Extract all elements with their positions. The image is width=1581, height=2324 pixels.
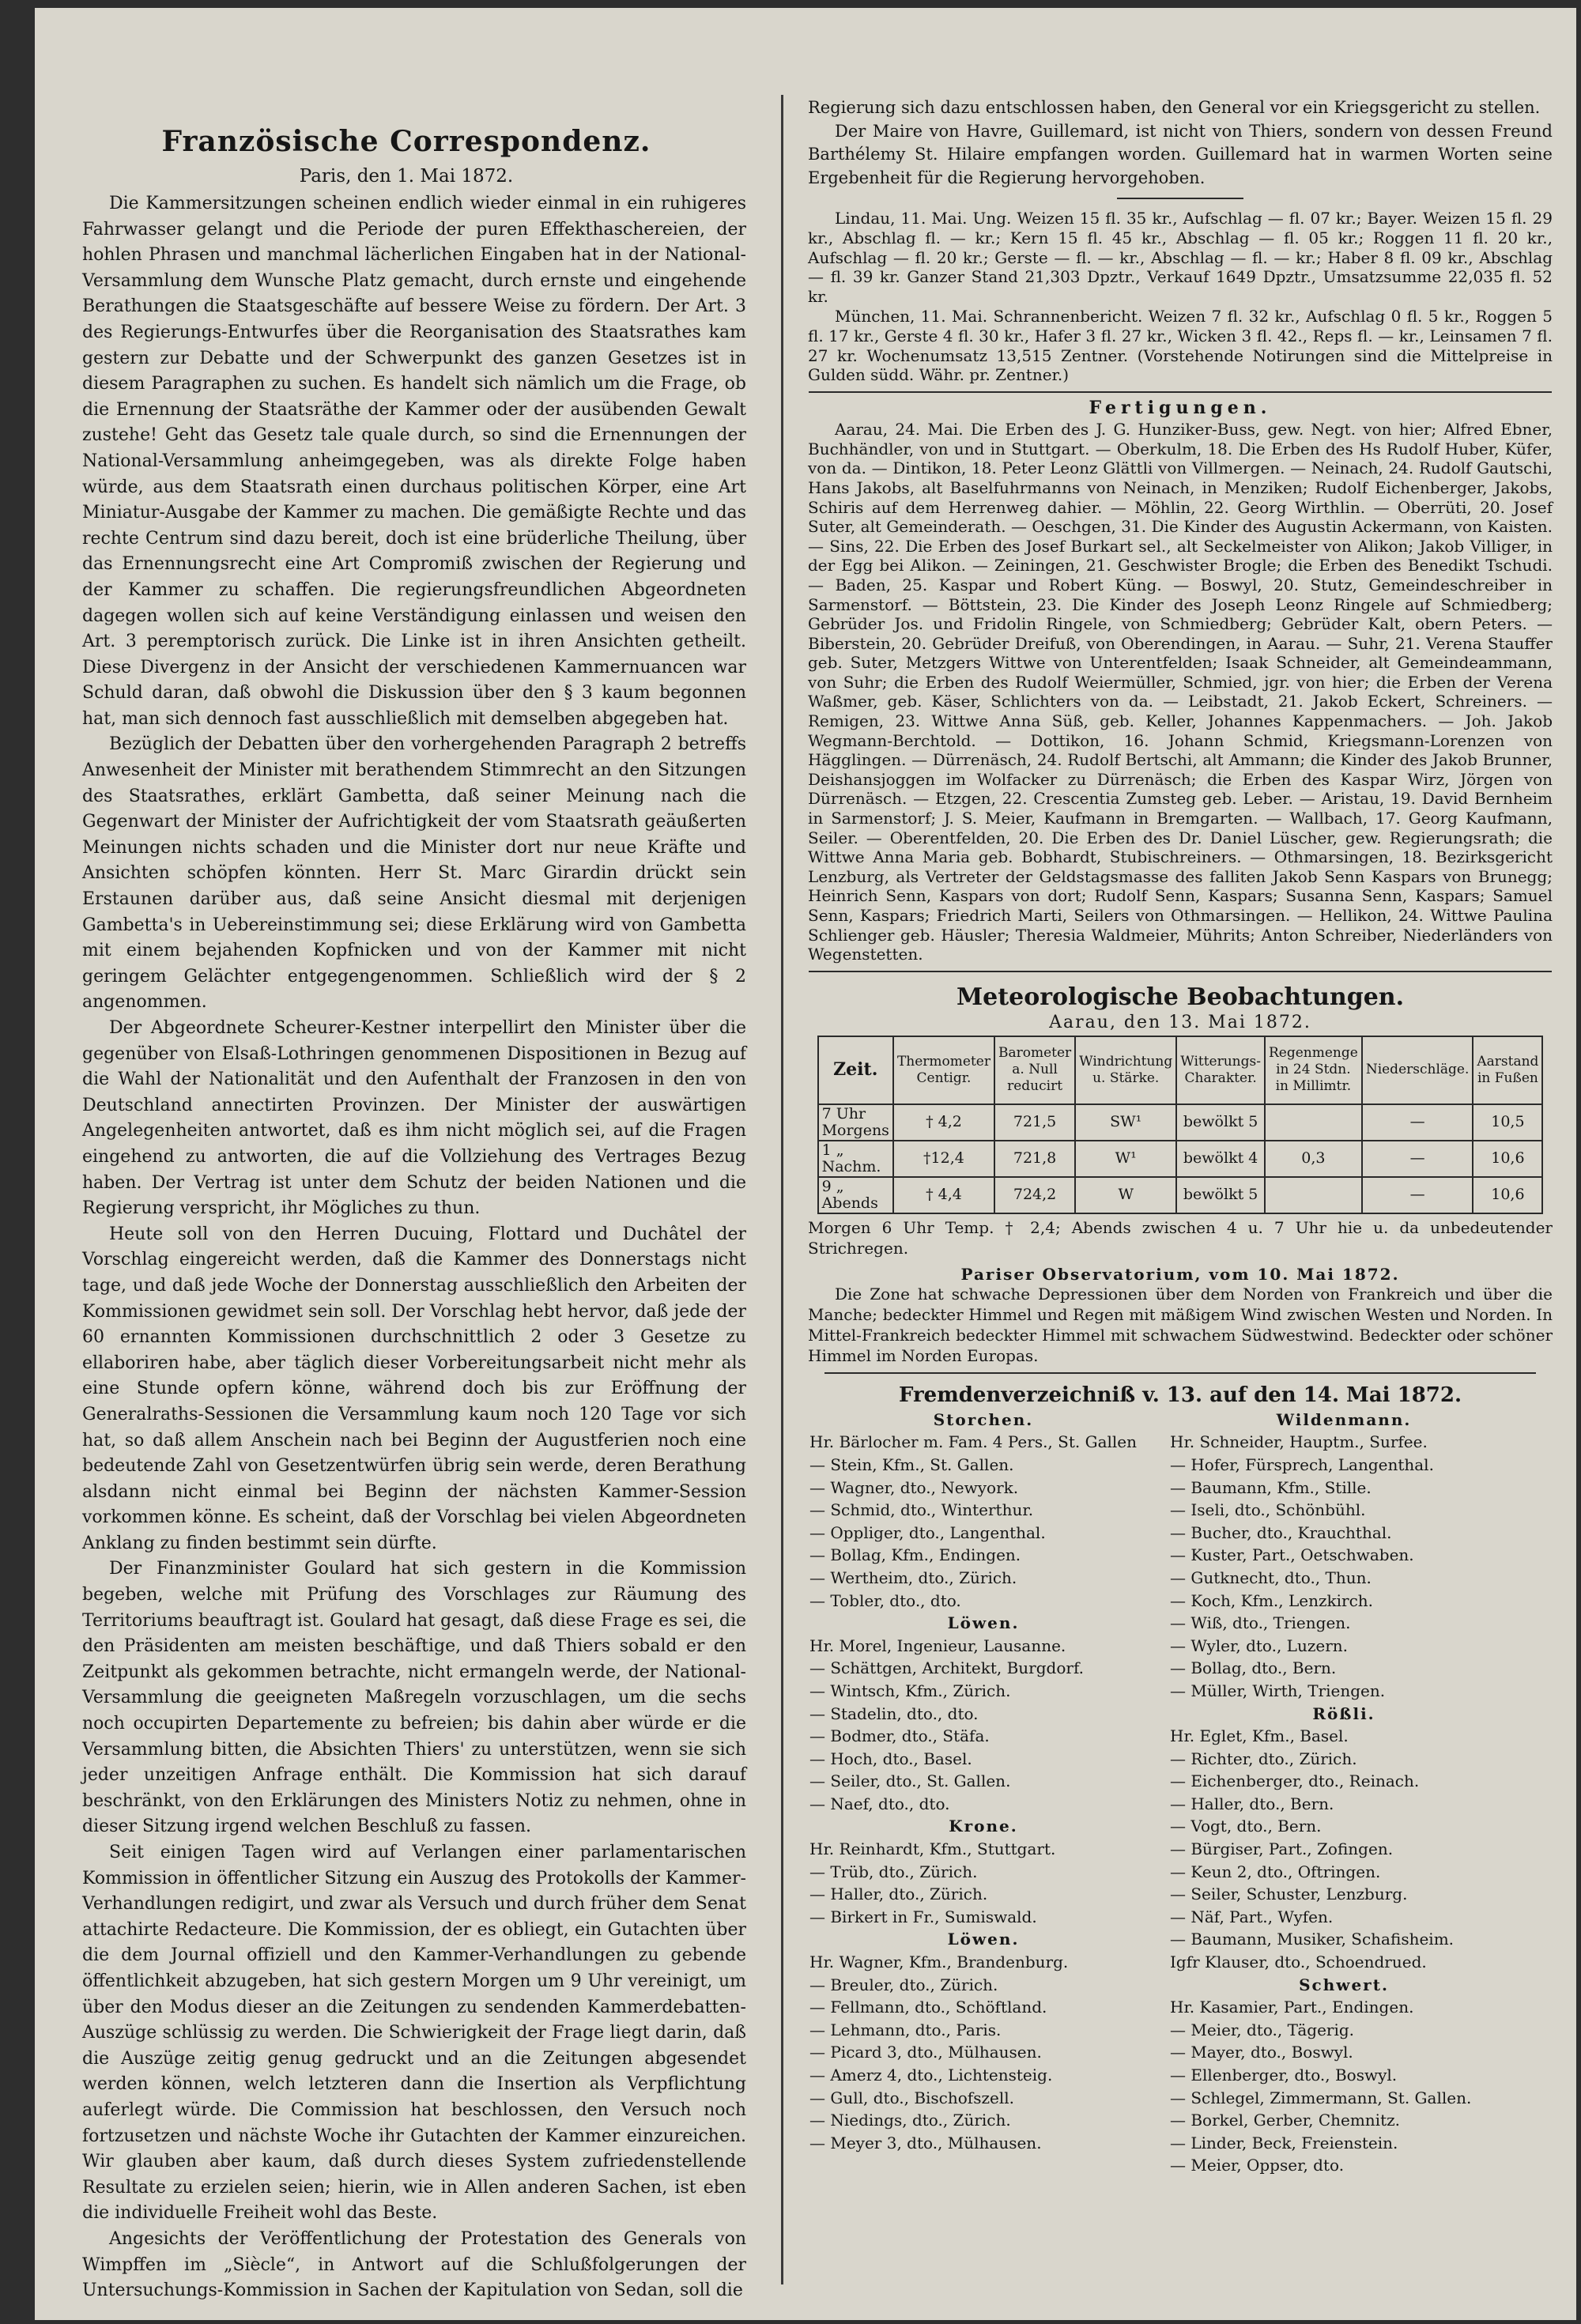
guest-entry: — Baumann, Musiker, Schafisheim. bbox=[1170, 1930, 1455, 1949]
cell-witterung: bewölkt 5 bbox=[1176, 1104, 1265, 1141]
guest-entry: — Wagner, dto., Newyork. bbox=[809, 1477, 1019, 1497]
cell-aar: 10,6 bbox=[1473, 1141, 1542, 1177]
guest-entry: — Birkert in Fr., Sumiswald. bbox=[809, 1907, 1037, 1926]
guest-entry: — Bürgiser, Part., Zofingen. bbox=[1170, 1839, 1394, 1859]
header-niederschlaege: Niederschläge. bbox=[1362, 1036, 1473, 1104]
guest-entry: — Picard 3, dto., Mülhausen. bbox=[809, 2043, 1042, 2062]
weather-note: Morgen 6 Uhr Temp. † 2,4; Abends zwischen 4 u. 7 Uhr hie u. da unbedeutender Strichregen. bbox=[808, 1217, 1553, 1258]
guest-entry: — Wiß, dto., Triengen. bbox=[1170, 1613, 1351, 1633]
observatory-heading: Pariser Observatorium, vom 10. Mai 1872. bbox=[960, 1264, 1400, 1284]
guest-entry: — Meyer 3, dto., Mülhausen. bbox=[809, 2133, 1042, 2152]
guest-entry: — Stein, Kfm., St. Gallen. bbox=[809, 1454, 1014, 1474]
guest-entry: — Gutknecht, dto., Thun. bbox=[1170, 1568, 1372, 1587]
newspaper-page bbox=[35, 8, 1576, 2320]
guest-entry: — Wertheim, dto., Zürich. bbox=[809, 1568, 1017, 1587]
guest-entry: — Eichenberger, dto., Reinach. bbox=[1170, 1771, 1420, 1791]
guest-entry: Hr. Reinhardt, Kfm., Stuttgart. bbox=[809, 1839, 1056, 1859]
guest-entry: — Mayer, dto., Boswyl. bbox=[1170, 2043, 1353, 2062]
guest-entry: — Seiler, Schuster, Lenzburg. bbox=[1170, 1884, 1408, 1904]
guest-entry: — Keun 2, dto., Oftringen. bbox=[1170, 1862, 1381, 1881]
fertigungen-heading: Fertigungen. bbox=[1089, 398, 1272, 419]
cell-witterung: bewölkt 5 bbox=[1176, 1177, 1265, 1213]
cell-zeit: 1 „ Nachm. bbox=[818, 1141, 893, 1177]
header-aarstand: Aarstand in Fußen bbox=[1473, 1036, 1542, 1104]
guest-entry: — Schlegel, Zimmermann, St. Gallen. bbox=[1170, 2088, 1472, 2107]
guest-entry: — Breuler, dto., Zürich. bbox=[809, 1975, 998, 1994]
cell-zeit: 9 „ Abends bbox=[818, 1177, 893, 1213]
cell-therm: † 4,4 bbox=[893, 1177, 994, 1213]
guest-entry: — Linder, Beck, Freienstein. bbox=[1170, 2133, 1398, 2152]
fremden-columns bbox=[784, 1409, 1576, 2177]
cell-regen: 0,3 bbox=[1265, 1141, 1362, 1177]
guest-entry: — Hoch, dto., Basel. bbox=[809, 1749, 972, 1768]
header-barometer: Barometer a. Null reducirt bbox=[994, 1036, 1075, 1104]
guest-entry: — Baumann, Kfm., Stille. bbox=[1170, 1477, 1372, 1497]
header-zeit: Zeit. bbox=[818, 1036, 893, 1104]
header-wind: Windrichtung u. Stärke. bbox=[1075, 1036, 1176, 1104]
fertigungen-body bbox=[784, 418, 1576, 964]
cell-nied: — bbox=[1362, 1141, 1473, 1177]
hotel-heading: Löwen. bbox=[947, 1613, 1020, 1633]
hotel-heading: Storchen. bbox=[933, 1409, 1034, 1429]
fremden-column-right bbox=[1170, 1409, 1518, 2177]
fremden-column-left bbox=[809, 1409, 1157, 2177]
header-witterung: Witterungs-Charakter. bbox=[1176, 1036, 1265, 1104]
guest-entry: — Bucher, dto., Krauchthal. bbox=[1170, 1522, 1392, 1542]
cell-aar: 10,5 bbox=[1473, 1104, 1542, 1141]
guest-entry: — Meier, dto., Tägerig. bbox=[1170, 2020, 1355, 2039]
guest-entry: Igfr Klauser, dto., Schoendrued. bbox=[1170, 1952, 1427, 1972]
market-entry: Lindau, 11. Mai. Ung. Weizen 15 fl. 35 kr., Aufschlag — fl. 07 kr.; Bayer. Weizen 15 fl. 29 kr., Abschlag fl. — kr.; Kern 15 fl. 45 kr., Abschlag — fl. 05 kr.; Roggen 11 fl. 20 kr., Aufschlag — fl. 20 kr.; Gerste — fl. — kr., Abschlag — fl. — kr.; Haber 8 fl. 09 kr., Abschlag — fl. 39 kr. Ganzer Stand 21,303 Dpztr., Verkauf 1649 Dpztr., Umsatzsumme 22,035 fl. 52 kr. bbox=[808, 209, 1553, 307]
section-rule bbox=[809, 971, 1552, 972]
guest-entry: — Wintsch, Kfm., Zürich. bbox=[809, 1681, 1011, 1700]
paragraph: Seit einigen Tagen wird auf Verlangen einer parlamentarischen Kommission in öffentlicher Sitzung ein Auszug des Protokolls der Kammer-Verhandlungen redigirt, und zwar als Versuch und durch früher dem Senat attachirte Redacteure. Die Kommission, der es obliegt, ein Gutachten über die dem Journal offiziell und den Kammer-Verhandlungen zu gebende öffentlichkeit abzugeben, hat sich gestern Morgen um 9 Uhr vereinigt, um über den Modus dieser an die Zeitungen zu sendenden Kammerdebatten-Auszüge schlüssig zu werden. Die Schwierigkeit der Frage liegt darin, daß die Auszüge zeitig genug gedruckt und an die Zeitungen abgesendet werden können, welch letzteren dann die Insertion als Verpflichtung auferlegt würde. Die Commission hat beschlossen, den Versuch noch fortzusetzen und nächste Woche ihr Gutachten der Kammer einzureichen. Wir glauben aber kaum, daß durch dieses System zufriedenstellende Resultate zu erzielen seien; hierin, wie in Allen anderen Sachen, ist eben die individuelle Freiheit wohl das Beste. bbox=[82, 1843, 746, 2224]
guest-entry: — Koch, Kfm., Lenzkirch. bbox=[1170, 1590, 1374, 1610]
cell-witterung: bewölkt 4 bbox=[1176, 1141, 1265, 1177]
cell-therm: † 4,2 bbox=[893, 1104, 994, 1141]
guest-entry: Hr. Morel, Ingenieur, Lausanne. bbox=[809, 1635, 1066, 1655]
guest-entry: — Lehmann, dto., Paris. bbox=[809, 2020, 1002, 2039]
section-rule bbox=[809, 391, 1552, 393]
guest-entry: — Bollag, Kfm., Endingen. bbox=[809, 1545, 1021, 1565]
left-column bbox=[35, 8, 778, 2320]
fremden-heading: Fremdenverzeichniß v. 13. auf den 14. Mai 1872. bbox=[898, 1383, 1462, 1407]
article-title: Französische Correspondenz. bbox=[161, 125, 651, 158]
guest-entry: — Ellenberger, dto., Boswyl. bbox=[1170, 2066, 1398, 2085]
guest-entry: Hr. Wagner, Kfm., Brandenburg. bbox=[809, 1952, 1069, 1972]
right-top bbox=[784, 8, 1576, 190]
article-dateline: Paris, den 1. Mai 1872. bbox=[299, 166, 514, 187]
weather-row bbox=[818, 1177, 1543, 1213]
cell-baro: 724,2 bbox=[994, 1177, 1075, 1213]
guest-entry: — Wyler, dto., Luzern. bbox=[1170, 1635, 1349, 1655]
guest-entry: — Borkel, Gerber, Chemnitz. bbox=[1170, 2111, 1401, 2130]
guest-entry: — Iseli, dto., Schönbühl. bbox=[1170, 1500, 1366, 1520]
cell-zeit: 7 Uhr Morgens bbox=[818, 1104, 893, 1141]
header-thermometer: Thermometer Centigr. bbox=[893, 1036, 994, 1104]
guest-entry: — Richter, dto., Zürich. bbox=[1170, 1749, 1357, 1768]
guest-entry: — Oppliger, dto., Langenthal. bbox=[809, 1522, 1046, 1542]
weather-row bbox=[818, 1104, 1543, 1141]
cell-baro: 721,8 bbox=[994, 1141, 1075, 1177]
guest-entry: — Hofer, Fürsprech, Langenthal. bbox=[1170, 1454, 1434, 1474]
paragraph: Der Abgeordnete Scheurer-Kestner interpellirt den Minister über die gegenüber von Elsaß-Lothringen genommenen Dispositionen in Bezug auf die Wahl der Nationalität und den Aufenthalt der Franzosen in den von Deutschland annectirten Provinzen. Der Minister der auswärtigen Angelegenheiten antwortet, daß es ihm nicht möglich sei, auf die Fragen eingehend zu antworten, die auf die Vollziehung des Vertrages Bezug haben. Der Vertrag ist unter dem Schutz der beiden Nationen und die Regierung verspricht, ihr Mögliches zu thun. bbox=[82, 1018, 746, 1219]
weather-row bbox=[818, 1141, 1543, 1177]
weather-subtitle: Aarau, den 13. Mai 1872. bbox=[1049, 1012, 1311, 1032]
cell-baro: 721,5 bbox=[994, 1104, 1075, 1141]
guest-entry: — Tobler, dto., dto. bbox=[809, 1590, 961, 1610]
guest-entry: Hr. Bärlocher m. Fam. 4 Pers., St. Gallen bbox=[809, 1432, 1138, 1452]
guest-entry: — Schmid, dto., Winterthur. bbox=[809, 1500, 1034, 1520]
guest-entry: — Müller, Wirth, Triengen. bbox=[1170, 1681, 1386, 1700]
cell-regen bbox=[1265, 1177, 1362, 1213]
cell-wind: W¹ bbox=[1075, 1141, 1176, 1177]
guest-entry: — Näf, Part., Wyfen. bbox=[1170, 1907, 1334, 1926]
article-body bbox=[35, 187, 778, 2304]
weather-table bbox=[817, 1036, 1544, 1214]
guest-entry: — Trüb, dto., Zürich. bbox=[809, 1862, 978, 1881]
guest-entry: Hr. Schneider, Hauptm., Surfee. bbox=[1170, 1432, 1428, 1452]
guest-entry: — Bollag, dto., Bern. bbox=[1170, 1658, 1337, 1678]
guest-entry: — Bodmer, dto., Stäfa. bbox=[809, 1726, 990, 1746]
guest-entry: Hr. Kasamier, Part., Endingen. bbox=[1170, 1998, 1414, 2017]
weather-header-row bbox=[818, 1036, 1543, 1104]
weather-notes bbox=[784, 1214, 1576, 1366]
hotel-heading: Krone. bbox=[949, 1817, 1018, 1836]
guest-entry: — Fellmann, dto., Schöftland. bbox=[809, 1998, 1047, 2017]
guest-entry: — Meier, Oppser, dto. bbox=[1170, 2156, 1345, 2175]
guest-entry: — Niedings, dto., Zürich. bbox=[809, 2111, 1011, 2130]
cell-wind: W bbox=[1075, 1177, 1176, 1213]
guest-entry: — Amerz 4, dto., Lichtensteig. bbox=[809, 2066, 1053, 2085]
weather-heading: Meteorologische Beobachtungen. bbox=[956, 983, 1405, 1011]
fertigungen-text: Aarau, 24. Mai. Die Erben des J. G. Hunziker-Buss, gew. Negt. von hier; Alfred Ebner, Buchhändler, von und in Stuttgart. — Oberkulm, 18. Die Erben des Hs Rudolf Huber, Küfer, von da. — Dintikon, 18. Peter Leonz Glättli von Villmergen. — Neinach, 24. Rudolf Gautschi, Hans Jakobs, alt Baselfuhrmanns von Neinach, in Menziken; Rudolf Eichenberger, Jakobs, Schiris auf dem Herrenweg dahier. — Möhlin, 22. Georg Wirthlin. — Oberrüti, 20. Josef Suter, alt Gemeinderath. — Oeschgen, 31. Die Kinder des Augustin Ackermann, von Kaisten. — Sins, 22. Die Erben des Josef Burkart sel., alt Seckelmeister von Alikon; Jakob Villiger, in der Egg bei Alikon. — Zeiningen, 21. Geschwister Brogle; die Erben des Benedikt Tschudi. — Baden, 25. Kaspar und Robert Küng. — Boswyl, 20. Stutz, Gemeindeschreiber in Sarmenstorf. — Böttstein, 23. Die Kinder des Joseph Leonz Ringele auf Schmiedberg; Gebrüder Jos. und Fridolin Ringele, von Schmiedberg; Gebrüder Kalt, obern Peters. — Biberstein, 20. Gebrüder Dreifuß, von Oberendingen, in Aarau. — Suhr, 21. Verena Stauffer geb. Suter, Metzgers Wittwe von Unterentfelden; Isaak Schneider, alt Gemeindeammann, von Suhr; die Erben des Rudolf Weiermüller, Schmied, jgr. von hier; die Erben der Verena Waßmer, geb. Käser, Schlichters von da. — Leibstadt, 21. Jakob Eckert, Schreiners. — Remigen, 23. Wittwe Anna Süß, geb. Keller, Johannes Kappenmachers. — Joh. Jakob Wegmann-Berchtold. — Dottikon, 16. Johann Schmid, Kriegsmann-Lorenzen von Hägglingen. — Dürrenäsch, 24. Rudolf Bertschi, alt Ammann; die Kinder des Jakob Brunner, Deishansjoggen im Wolfacker zu Dürrenäsch; die Erben des Kaspar Wirz, Jörgen von Dürrenäsch. — Etzgen, 22. Crescentia Zumsteg geb. Leber. — Aristau, 19. David Bernheim in Sarmenstorf; J. S. Meier, Kaufmann in Bremgarten. — Wallbach, 17. Georg Kaufmann, Seiler. — Oberentfelden, 20. Die Erben des Dr. Daniel Lüscher, gew. Regierungsrath; die Wittwe Anna Maria geb. Bobhardt, Stubischreiners. — Othmarsingen, 18. Bezirksgericht Lenzburg, als Vertreter der Geldstagsmasse des falliten Jakob Senn Kaspars von Brunegg; Heinrich Senn, Kaspars von dort; Rudolf Senn, Kaspars; Susanna Senn, Kaspars; Samuel Senn, Kaspars; Friedrich Marti, Seilers von Othmarsingen. — Hellikon, 24. Wittwe Paulina Schlienger geb. Häusler; Theresia Waldmeier, Mührits; Anton Schreiber, Niederländers von Wegenstetten. bbox=[808, 420, 1553, 964]
paragraph: Bezüglich der Debatten über den vorhergehenden Paragraph 2 betreffs Anwesenheit der Minister mit berathendem Stimmrecht an den Sitzungen des Staatsrathes, erklärt Gambetta, daß seiner Meinung nach die Gegenwart der Minister der Aufrichtigkeit der vom Staatsrath geäußerten Meinungen nichts schaden und die Minister dort nur neue Kräfte und Ansichten schöpfen könnten. Herr St. Marc Girardin drückt sein Erstaunen darüber aus, daß seine Ansicht diesmal mit derjenigen Gambetta's in Uebereinstimmung sei; diese Erklärung wird von Gambetta mit einem bejahenden Kopfnicken und von der Kammer mit nicht geringem Gelächter entgegengenommen. Schließlich wird der § 2 angenommen. bbox=[82, 734, 746, 1013]
guest-entry: — Schättgen, Architekt, Burgdorf. bbox=[809, 1658, 1084, 1678]
guest-entry: Hr. Eglet, Kfm., Basel. bbox=[1170, 1726, 1349, 1746]
hotel-heading: Löwen. bbox=[947, 1930, 1020, 1949]
hotel-heading: Wildenmann. bbox=[1276, 1409, 1412, 1429]
market-entry: München, 11. Mai. Schrannenbericht. Weizen 7 fl. 32 kr., Aufschlag 0 fl. 5 kr., Roggen 5 fl. 17 kr., Gerste 4 fl. 30 kr., Hafer 3 fl. 27 kr., Wicken 3 fl. 42., Reps fl. — kr., Leinsamen 7 fl. 27 kr. Wochenumsatz 13,515 Zentner. (Vorstehende Notirungen sind die Mittelpreise in Gulden südd. Währ. pr. Zentner.) bbox=[808, 306, 1553, 385]
header-regenmenge: Regenmenge in 24 Stdn. in Millimtr. bbox=[1265, 1036, 1362, 1104]
cell-aar: 10,6 bbox=[1473, 1177, 1542, 1213]
section-rule bbox=[824, 1372, 1536, 1374]
column-divider bbox=[781, 95, 783, 2284]
guest-entry: — Vogt, dto., Bern. bbox=[1170, 1817, 1322, 1836]
guest-entry: — Haller, dto., Zürich. bbox=[809, 1884, 988, 1904]
hotel-heading: Rößli. bbox=[1312, 1703, 1375, 1723]
paragraph: Die Kammersitzungen scheinen endlich wieder einmal in ein ruhigeres Fahrwasser gelangt und die Periode der puren Effekthaschereien, der hohlen Phrasen und manchmal lächerlichen Eingaben hat in der National-Versammlung dem Wunsche Platz gemacht, durch ernste und eingehende Berathungen die Staatsgeschäfte auf bessere Weise zu fördern. Der Art. 3 des Regierungs-Entwurfes über die Reorganisation des Staatsrathes kam gestern zur Debatte und der Schwerpunkt des ganzen Gesetzes ist in diesem Paragraphen zu suchen. Es handelt sich nämlich um die Frage, ob die Ernennung der Staatsräthe der Kammer oder der ausübenden Gewalt zustehe! Geht das Gesetz tale quale durch, so sind die Ernennungen der National-Versammlung anheimgegeben, was als direkte Folge haben würde, aus dem Staatsrath einen durchaus politischen Körper, eine Art Miniatur-Ausgabe der Kammer zu machen. Die gemäßigte Rechte und das rechte Centrum sind dazu bereit, doch ist eine brüderliche Theilung, über das Ernennungsrecht eine Art Compromiß zwischen der Regierung und der Kammer zu schaffen. Die regierungsfreundlichen Abgeordneten dagegen wollen sich auf keine Verständigung einlassen und weisen den Art. 3 peremptorisch zurück. Die Linke ist in ihren Ansichten getheilt. Diese Divergenz in der Ansicht der verschiedenen Kammernuancen war Schuld daran, daß obwohl die Diskussion über den § 3 kaum begonnen hat, man sich dennoch fast ausschließlich mit demselben abgegeben hat. bbox=[82, 194, 746, 729]
guest-entry: — Stadelin, dto., dto. bbox=[809, 1703, 979, 1723]
cell-nied: — bbox=[1362, 1104, 1473, 1141]
guest-entry: — Seiler, dto., St. Gallen. bbox=[809, 1771, 1011, 1791]
guest-entry: — Naef, dto., dto. bbox=[809, 1794, 950, 1813]
observatory-text: Die Zone hat schwache Depressionen über dem Norden von Frankreich und über die Manche; bedeckter Himmel und Regen mit mäßigem Wind zwischen Westen und Norden. In Mittel-Frankreich bedeckter Himmel mit schwachem Südwestwind. Bedeckter oder schöner Himmel im Norden Europas. bbox=[808, 1284, 1553, 1365]
guest-entry: — Gull, dto., Bischofszell. bbox=[809, 2088, 1014, 2107]
cell-therm: †12,4 bbox=[893, 1141, 994, 1177]
paragraph: Heute soll von den Herren Ducuing, Flottard und Duchâtel der Vorschlag eingereicht werden, daß die Kammer des Donnerstags nicht tage, und daß jede Woche der Donnerstag ausschließlich den Arbeiten der Kommissionen gewidmet sein soll. Der Vorschlag hebt hervor, daß jede der 60 ernannten Kommissionen durchschnittlich 2 oder 3 Gesetze zu ellaboriren habe, aber täglich dieser Vorbereitungsarbeit nicht mehr als eine Stunde opfern könne, während doch bis zur Eröffnung der Generalraths-Sessionen die Versammlung kaum noch 120 Tage vor sich hat, so daß allem Anschein nach bei Beginn der Augustferien noch eine bedeutende Zahl von Gesetzentwürfen übrig sein werde, deren Berathung alsdann nicht einmal bei Beginn der nächsten Kammer-Session vorkommen könne. Es scheint, daß der Vorschlag bei vielen Abgeordneten Anklang zu finden bestimmt sein dürfte. bbox=[82, 1224, 746, 1553]
paragraph: Angesichts der Veröffentlichung der Protestation des Generals von Wimpffen im „Siècle“, in Antwort auf die Schlußfolgerungen der Untersuchungs-Kommission in Sachen der Kapitulation von Sedan, soll die bbox=[82, 2228, 746, 2301]
paragraph: Regierung sich dazu entschlossen haben, den General vor ein Kriegsgericht zu stellen. bbox=[808, 98, 1541, 117]
cell-nied: — bbox=[1362, 1177, 1473, 1213]
guest-entry: — Kuster, Part., Oetschwaben. bbox=[1170, 1545, 1414, 1565]
guest-entry: — Haller, dto., Bern. bbox=[1170, 1794, 1334, 1813]
cell-wind: SW¹ bbox=[1075, 1104, 1176, 1141]
hotel-heading: Schwert. bbox=[1299, 1975, 1389, 1994]
paragraph: Der Maire von Havre, Guillemard, ist nicht von Thiers, sondern von dessen Freund Barthélemy St. Hilaire empfangen worden. Guillemard hat in warmen Worten seine Ergebenheit für die Regierung hervorgehoben. bbox=[808, 121, 1553, 187]
cell-regen bbox=[1265, 1104, 1362, 1141]
right-column bbox=[784, 8, 1576, 2320]
market-report bbox=[784, 199, 1576, 385]
paragraph: Der Finanzminister Goulard hat sich gestern in die Kommission begeben, welche mit Prüfung des Vorschlages zur Räumung des Territoriums beauftragt ist. Goulard hat gesagt, daß diese Frage es sei, die den Präsidenten am meisten beschäftige, und daß Thiers sobald er den Zeitpunkt als gekommen betrachte, nicht ermangeln werde, der National-Versammlung die geeigneten Maßregeln vorzuschlagen, um die sechs noch occupirten Departemente zu befreien; bis dahin aber würde er die Versammlung bitten, die Absichten Thiers' zu unterstützen, wenn sie sich jeder unzeitigen Anfrage enthält. Die Kommission hat sich darauf beschränkt, von den Erklärungen des Ministers Notiz zu nehmen, ohne in dieser Sitzung irgend welchen Beschluß zu fassen. bbox=[82, 1559, 746, 1837]
